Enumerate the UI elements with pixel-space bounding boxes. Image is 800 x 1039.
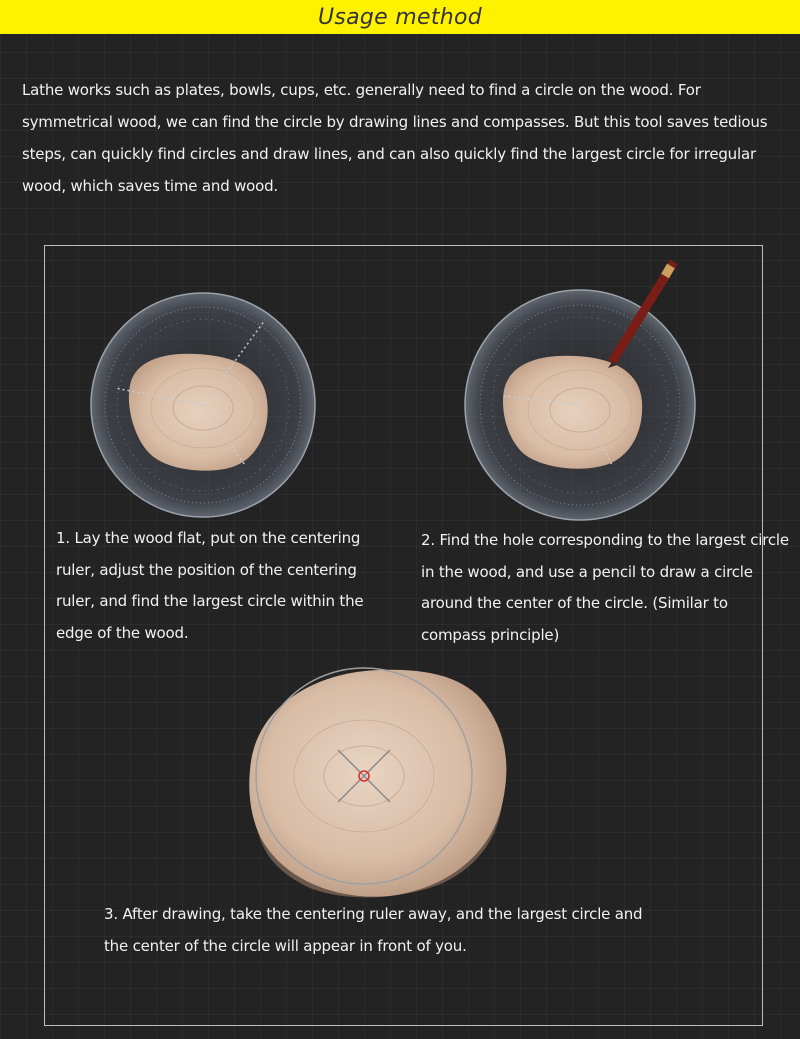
step2-text: 2. Find the hole corresponding to the largest circle in the wood, and use a pencil to draw a circle around the center of the circle. (Similar to compass principle)	[421, 531, 789, 644]
step1-text: 1. Lay the wood flat, put on the centering ruler, adjust the position of the centering ruler, and find the largest circle within the edge of the wood.	[56, 529, 364, 642]
step1-illustration	[85, 290, 325, 530]
step2-illustration	[462, 250, 702, 530]
intro-paragraph: Lathe works such as plates, bowls, cups, etc. generally need to find a circle on the wood. For symmetrical wood, we can find the circle by drawing lines and compasses. But this tool saves tedious steps, can quickly find circles and draw lines, and can also quickly find the largest circle for irregular wood, which saves time and wood.	[22, 81, 768, 195]
step3-text: 3. After drawing, take the centering ruler away, and the largest circle and the center of the circle will appear in front of you.	[104, 905, 643, 955]
page-title: Usage method	[317, 4, 483, 30]
step3-illustration	[240, 660, 520, 905]
wood-slice	[503, 356, 642, 469]
header-bar	[0, 0, 800, 34]
wood-slice	[129, 354, 268, 471]
